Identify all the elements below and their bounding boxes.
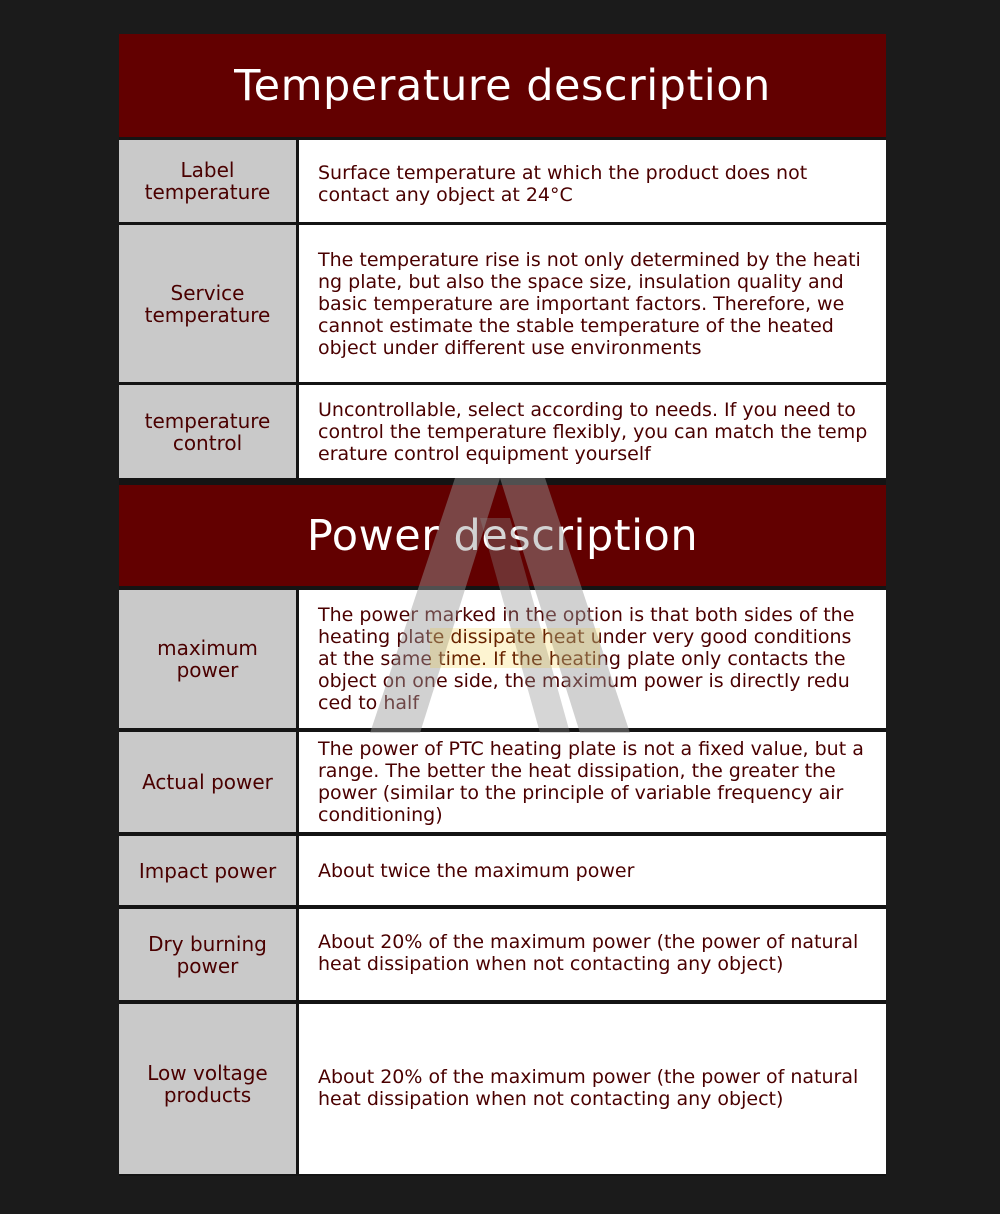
- table-row: [119, 385, 886, 478]
- temperature-section-title: Temperature description: [119, 34, 886, 137]
- row-label: maximum power: [119, 590, 296, 728]
- row-label: Service temperature: [119, 225, 296, 382]
- row-description: Uncontrollable, select according to needs. If you need to control the temperature flexibly, you can match the temp erature control equipment yourself: [299, 385, 886, 478]
- row-description: About 20% of the maximum power (the power of natural heat dissipation when not contacting any object): [299, 1004, 886, 1174]
- table-row: [119, 1004, 886, 1174]
- row-description: Surface temperature at which the product does not contact any object at 24°C: [299, 140, 886, 222]
- row-description: The temperature rise is not only determined by the heati ng plate, but also the space size, insulation quality and basic temperature are important factors. Therefore, we cannot estimate the stable temperature of the heated object under different use environments: [299, 225, 886, 382]
- spec-sheet: [119, 34, 886, 1176]
- row-description: The power marked in the option is that both sides of the heating plate dissipate heat under very good conditions at the same time. If the heating plate only contacts the object on one side, the maximum power is directly redu ced to half: [299, 590, 886, 728]
- table-row: [119, 732, 886, 832]
- row-label: Impact power: [119, 836, 296, 905]
- table-row: [119, 909, 886, 1000]
- row-label: Low voltage products: [119, 1004, 296, 1174]
- row-label: Actual power: [119, 732, 296, 832]
- power-section-title: Power description: [119, 485, 886, 586]
- table-row: [119, 836, 886, 905]
- table-row: [119, 140, 886, 222]
- row-description: The power of PTC heating plate is not a fixed value, but a range. The better the heat dissipation, the greater the power (similar to the principle of variable frequency air conditioning): [299, 732, 886, 832]
- row-description: About 20% of the maximum power (the power of natural heat dissipation when not contacting any object): [299, 909, 886, 1000]
- table-row: [119, 225, 886, 382]
- row-label: Dry burning power: [119, 909, 296, 1000]
- row-description: About twice the maximum power: [299, 836, 886, 905]
- row-label: temperature control: [119, 385, 296, 478]
- row-label: Label temperature: [119, 140, 296, 222]
- table-row: [119, 590, 886, 728]
